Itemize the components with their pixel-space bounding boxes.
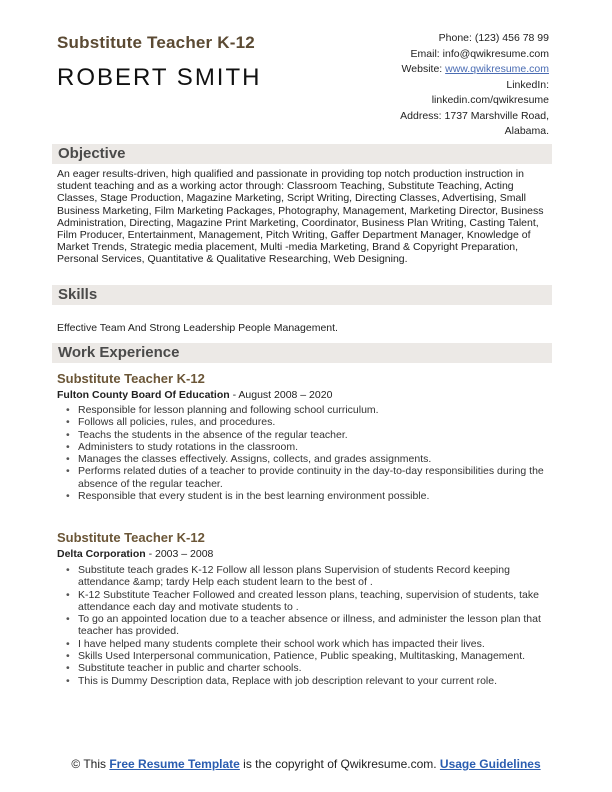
list-item: • K-12 Substitute Teacher Followed and created lesson plans, teaching, supervision of students, take attendance each day and motivate students to .	[66, 589, 552, 614]
contact-address: Address: 1737 Marshville Road,	[400, 109, 549, 122]
resume-job-title: Substitute Teacher K-12	[57, 33, 255, 52]
list-item: • Manages the classes effectively. Assigns, collects, and grades assignments.	[66, 453, 552, 465]
contact-website: Website: www.qwikresume.com	[401, 63, 549, 75]
skills-text: Effective Team And Strong Leadership People Management.	[57, 322, 338, 334]
work-heading: Work Experience	[58, 344, 180, 361]
objective-section-header	[52, 144, 552, 164]
contact-phone: Phone: (123) 456 78 99	[438, 32, 549, 44]
job-2-dates: - 2003 – 2008	[145, 548, 214, 560]
skills-heading: Skills	[58, 286, 98, 303]
job-1-title: Substitute Teacher K-12	[57, 371, 205, 386]
list-item: • Skills Used Interpersonal communication, Patience, Public speaking, Multitasking, Management.	[66, 650, 552, 662]
contact-linkedin: linkedin.com/qwikresume	[431, 94, 549, 106]
free-resume-template-link[interactable]: Free Resume Template	[109, 757, 240, 771]
skills-section-header	[52, 285, 552, 305]
list-item: • Responsible for lesson planning and following school curriculum.	[66, 404, 552, 416]
list-item: • Follows all policies, rules, and procedures.	[66, 416, 552, 428]
objective-heading: Objective	[58, 145, 126, 162]
job-1-company-line	[57, 389, 332, 401]
list-item: • I have helped many students complete their school work which has impacted their lives.	[66, 638, 552, 650]
list-item: • This is Dummy Description data, Replace with job description relevant to your current role.	[66, 675, 552, 687]
website-link[interactable]: www.qwikresume.com	[445, 63, 549, 75]
job-1-bullets	[66, 404, 552, 502]
candidate-name: ROBERT SMITH	[57, 64, 262, 91]
objective-text: An eager results-driven, high qualified and passionate in providing top notch production instruction in student teaching and as a working actor through: Classroom Teaching, Substitute Teaching, Acting Classes, Stage Production, Magazine Marketing, Script Writing, Directing Classes, Advertising, Small Business Marketing, Film Marketing Packages, Photography, Management, Marketing Director, Business Administration, Directing, Magazine Print Marketing, Coordinator, Business Plan Writing, Casting Talent, Film Producer, Entertainment, Management, Pitch Writing, Gaffer Department Manager, Knowledge of Market Trends, Strategic media placement, Multi -media Marketing, Brand & Copyright Preparation, Personal Services, Quantitative & Qualitative Researching, Web Designing.	[57, 168, 544, 266]
list-item: • Substitute teacher in public and charter schools.	[66, 662, 552, 674]
footer: © This Free Resume Template is the copyright of Qwikresume.com. Usage Guidelines	[71, 757, 541, 771]
job-1-dates: - August 2008 – 2020	[229, 389, 333, 401]
list-item: • To go an appointed location due to a teacher absence or illness, and administer the lesson plan that teacher has provided.	[66, 613, 552, 638]
list-item: • Administers to study rotations in the classroom.	[66, 441, 552, 453]
job-2-bullets	[66, 564, 552, 687]
contact-linkedin-label: LinkedIn:	[506, 78, 549, 91]
list-item: • Performs related duties of a teacher to provide continuity in the day-to-day responsibilities during the absence of the regular teacher.	[66, 465, 552, 490]
list-item: • Teachs the students in the absence of the regular teacher.	[66, 429, 552, 441]
job-2-title: Substitute Teacher K-12	[57, 530, 205, 545]
list-item: • Substitute teach grades K-12 Follow all lesson plans Supervision of students Record keeping attendance &amp; tardy Help each student learn to the best of .	[66, 564, 552, 589]
usage-guidelines-link[interactable]: Usage Guidelines	[439, 757, 541, 771]
contact-block	[309, 31, 549, 140]
job-2-company-line	[57, 548, 213, 560]
list-item: • Responsible that every student is in the best learning environment possible.	[66, 490, 552, 502]
job-2-company: Delta Corporation	[57, 548, 146, 560]
contact-address-line2: Alabama.	[504, 125, 549, 137]
work-section-header	[52, 343, 552, 363]
job-1-company: Fulton County Board Of Education	[57, 389, 230, 401]
contact-email: Email: info@qwikresume.com	[410, 47, 549, 60]
